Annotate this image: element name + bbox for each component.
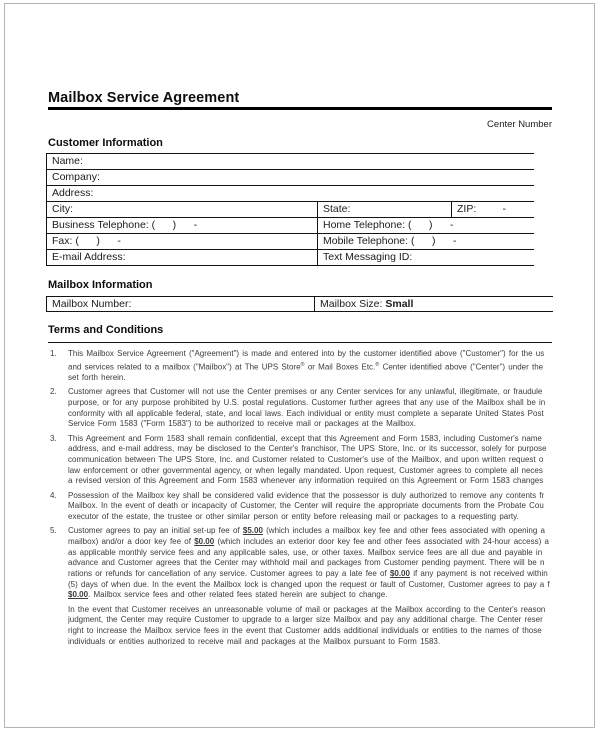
fee-amount: $0.00 <box>194 536 215 546</box>
field-e-mail-address[interactable]: E-mail Address: <box>52 251 126 263</box>
terms-line: individuals or entities authorized to receive mail and packages at the Mailbox pursuant to Form 1583. <box>68 636 441 646</box>
field-name[interactable]: Name: <box>52 155 83 167</box>
terms-line: In the event that Customer receives an unreasonable volume of mail or packages at the Mailbox according to the Center's reason <box>68 604 546 614</box>
terms-item-number: 3. <box>50 433 57 443</box>
terms-item-text <box>68 349 579 384</box>
terms-line: Possession of the Mailbox key shall be considered valid evidence that the possessor is duly authorized to remove any contents fr <box>68 490 545 500</box>
mailbox-information-table <box>46 296 553 312</box>
table-row <box>47 297 553 312</box>
field-business-telephone[interactable]: Business Telephone: ( ) - <box>52 219 198 231</box>
customer-information-table <box>46 153 534 266</box>
terms-paragraph <box>50 605 579 648</box>
title-rule <box>48 107 552 110</box>
field-city[interactable]: City: <box>52 203 73 215</box>
terms-item-text <box>68 605 579 648</box>
text-segment: Small <box>385 298 414 310</box>
terms-line: set forth herein. <box>68 373 126 383</box>
field-mailbox-size[interactable]: Mailbox Size: Small <box>314 297 553 311</box>
terms-line: Service Form 1583 ("Form 1583") to be authorized to receive mail or packages at the Mailbox. <box>68 419 416 429</box>
terms-line: as applicable monthly service fees and any applicable sales, use, or other taxes. Mailbox service fees are all due and payable in <box>68 547 543 557</box>
terms-line: Mailbox. In the event of death or incapacity of Customer, the Center will require the appropriate documents from the Probate Cou <box>68 501 544 511</box>
field-text-messaging-id[interactable]: Text Messaging ID: <box>317 250 534 265</box>
table-row <box>47 250 534 266</box>
terms-item-1 <box>50 349 579 384</box>
field-company[interactable]: Company: <box>52 171 100 183</box>
terms-line: purpose, or for any purpose prohibited by U.S. postal regulations. Customer further agrees that any use of the Mailbox shall be in <box>68 397 546 407</box>
table-row <box>47 234 534 250</box>
text-segment: ® <box>300 361 305 368</box>
field-address[interactable]: Address: <box>52 187 94 199</box>
terms-line: advance and Customer agrees that the Center may withhold mail and packages from Customer pending payment. There will be n <box>68 558 545 568</box>
terms-line: $0.00. Mailbox service fees and other related fees stated herein are subject to change. <box>68 590 388 600</box>
field-mobile-telephone[interactable]: Mobile Telephone: ( ) - <box>317 234 534 249</box>
terms-item-text <box>68 526 579 601</box>
terms-item-number: 1. <box>50 349 57 358</box>
field-state[interactable]: State: <box>317 202 451 217</box>
terms-line: judgment, the Center may require Customer to upgrade to a larger size Mailbox and pay any additional charge. The Center reser <box>68 615 543 625</box>
terms-line: Customer agrees to pay an initial set-up fee of $5.00 (which includes a mailbox key fee and other fees associated with opening a <box>68 526 545 536</box>
terms-item-text <box>68 434 579 488</box>
text-segment: ® <box>375 361 380 368</box>
table-row <box>47 202 534 218</box>
terms-and-conditions-heading: Terms and Conditions <box>48 324 164 336</box>
terms-line: communication between The UPS Store, Inc. and Customer related to Customer's use of the Mailbox, and upon written request o <box>68 454 544 464</box>
terms-item-4 <box>50 491 579 523</box>
terms-item-number <box>50 605 68 648</box>
terms-line: law enforcement or other governmental agency, or when legally mandated. Upon request, Customer agrees to complete all neces <box>68 465 543 475</box>
table-row <box>47 218 534 234</box>
terms-line: This Mailbox Service Agreement ("Agreement") is made and entered into by the customer identified above ("Customer") for the us <box>68 349 545 358</box>
terms-item-number: 2. <box>50 387 57 397</box>
table-row <box>47 170 534 186</box>
fee-amount: $5.00 <box>242 526 263 536</box>
terms-line: mailbox) and/or a door key fee of $0.00 (which includes an exterior door key fee and other fees associated with 24-hour access) a <box>68 536 549 546</box>
terms-line: executor of the estate, the trustee or other similar person or entity before releasing mail or packages to a requesting party. <box>68 512 519 521</box>
table-row <box>47 186 534 202</box>
terms-line: rations or refunds for cancellation of any service. Customer agrees to pay a late fee of $0.00 if any payment is not received within <box>68 569 548 579</box>
terms-line: a revised version of this Agreement and Form 1583 whenever any information required on this Agreement or Form 1583 changes <box>68 476 544 486</box>
fee-amount: $0.00 <box>389 569 410 579</box>
document-title: Mailbox Service Agreement <box>48 90 240 106</box>
terms-item-3 <box>50 434 579 488</box>
terms-item-number: 5. <box>50 526 57 536</box>
field-fax[interactable]: Fax: ( ) - <box>52 235 121 247</box>
terms-heading-rule <box>48 342 552 343</box>
mailbox-information-heading: Mailbox Information <box>48 279 153 291</box>
terms-item-number: 4. <box>50 490 57 500</box>
terms-line: conformity with all applicable federal, state, and local laws. Each individual or entity must complete a separate United States Post <box>68 408 544 418</box>
terms-line: right to increase the Mailbox service fees in the event that Customer adds additional individuals or entities to the names of those <box>68 626 542 636</box>
fee-amount: $0.00 <box>68 590 89 600</box>
customer-information-heading: Customer Information <box>48 137 163 149</box>
terms-list <box>50 349 579 651</box>
table-row <box>47 154 534 170</box>
terms-item-text <box>68 491 579 523</box>
terms-line: (5) days of when due. In the event the Mailbox lock is changed upon the request or fault of Customer, Customer agrees to pay a f <box>68 579 550 589</box>
field-mailbox-number[interactable]: Mailbox Number: <box>52 298 132 310</box>
field-zip[interactable]: ZIP: - <box>451 202 534 217</box>
terms-line: address, and e-mail address, may be disclosed to the Center's franchisor, The UPS Store, Inc. or its successor, solely for purpose <box>68 444 547 454</box>
terms-item-2 <box>50 387 579 430</box>
terms-item-5 <box>50 526 579 601</box>
terms-item-text <box>68 387 579 430</box>
center-number-label: Center Number <box>487 119 552 130</box>
terms-line: and services related to a mailbox ("Mailbox") at The UPS Store® or Mail Boxes Etc.® Center identified above ("Center") under the <box>68 361 544 372</box>
terms-line: This Agreement and Form 1583 shall remain confidential, except that this Agreement and Form 1583, including Customer's name <box>68 433 542 443</box>
terms-line: Customer agrees that Customer will not use the Center premises or any Center services for any unlawful, illegitimate, or fraudule <box>68 387 543 397</box>
field-home-telephone[interactable]: Home Telephone: ( ) - <box>317 218 534 233</box>
